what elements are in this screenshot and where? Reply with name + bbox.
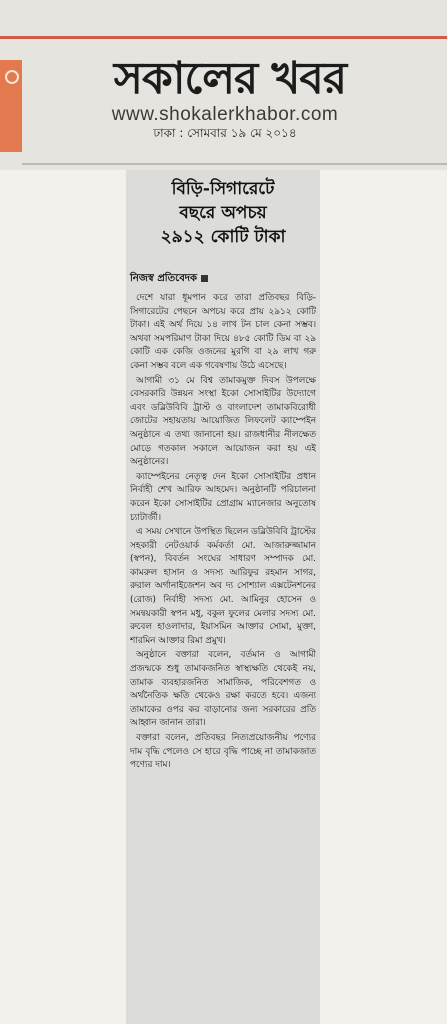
headline-line: বিড়ি-সিগারেটে [171, 179, 275, 199]
masthead-divider [22, 163, 447, 165]
article-paragraph: দেশে যারা ধূমপান করে তারা প্রতিবছর বিড়ি-সিগারেটের পেছনে অপচয় করে প্রায় ২৯১২ কোটি টাকা। এই অর্থ দিয়ে ১৪ লাখ টন চাল কেনা সম্ভব। অথবা সমপরিমাণ টাকা দিয়ে ৪৮৫ কোটি ডিম বা ২৯ কোটি এক কেজি ওজনের মুরগি বা ২৯ লাখ গরু কেনা সম্ভব বলে এক গবেষণায় উঠে এসেছে। [130, 293, 316, 371]
article-paragraph: এ সময় সেখানে উপস্থিত ছিলেন ডব্লিউবিবি ট্রাস্টের সহকারী নেটওয়ার্ক কর্মকর্তা মো. আজারুজ্জামান (স্বপন), বিবর্তন সংঘের সাধারণ সম্পাদক মো. কামরুল হাসান ও সদস্য আরিফুর রহমান সাগর, রুরাল অর্গানাইজেশন অব দ্য সোশ্যাল এক্সটেনশনের (রোজ) নির্বাহী সদস্য মো. আমিনুর হোসেন ও সমন্বয়কারী স্বপন মধু, বকুল ফুলের মেলার সদস্য মো. রুবেল হাওলাদার, ইয়াসমিন আক্তার সোমা, মুক্তা, শারমিন আক্তার রিমা প্রমুখ। [130, 527, 316, 646]
article-body [130, 292, 316, 1022]
article-paragraph: ক্যাম্পেইনের নেতৃত্ব দেন ইকো সোসাইটির প্রধান নির্বাহী শেখ আরিফ আহমেদ। অনুষ্ঠানটি পরিচালনা করেন ইকো সোসাইটির প্রোগ্রাম ম্যানেজার অনুতোষ চ্যাটার্জী। [130, 471, 316, 523]
side-tab-mark [0, 60, 22, 152]
byline-text: নিজস্ব প্রতিবেদক [130, 273, 198, 284]
article-paragraph: অনুষ্ঠানে বক্তারা বলেন, বর্তমান ও আগামী প্রজন্মকে শুধু তামাকজনিত স্বাস্থ্যক্ষতি থেকেই নয়, তামাক ব্যবহারজনিত সামাজিক, পরিবেশগত ও অর্থনৈতিক ক্ষতি থেকেও রক্ষা করতে হবে। এজন্য তামাকের ওপর কর বাড়ানোর জন্য সরকারের প্রতি আহ্বান জানান তারা। [130, 650, 316, 729]
newspaper-logo: সকালের খবর [113, 53, 347, 104]
masthead-red-rule [0, 36, 447, 39]
headline-line: ২৯১২ কোটি টাকা [160, 227, 286, 247]
article-paragraph: বক্তারা বলেন, প্রতিবছর নিত্যপ্রয়োজনীয় পণ্যের দাম বৃদ্ধি পেলেও সে হারে বৃদ্ধি পাচ্ছে না তামাকজাত পণ্যের দাম। [130, 733, 316, 771]
masthead [0, 0, 447, 170]
dateline: ঢাকা : সোমবার ১৯ মে ২০১৪ [153, 126, 297, 140]
byline-square-icon [201, 275, 208, 282]
newspaper-website: www.shokalerkhabor.com [111, 104, 339, 125]
article-paragraph: আগামী ৩১ মে বিশ্ব তামাকমুক্ত দিবস উপলক্ষে বেসরকারি উন্নয়ন সংস্থা ইকো সোসাইটির উদ্যোগে এবং ডব্লিউবিবি ট্রাস্ট ও বাংলাদেশ তামাকবিরোধী জোটের সহায়তায় আয়োজিত লিফলেট ক্যাম্পেইন অনুষ্ঠানে এ তথ্য জানানো হয়। রাজধানীর নীলক্ষেত মোড়ে গতকাল সকালে আয়োজন করা হয় এই অনুষ্ঠানের। [130, 375, 316, 468]
headline-line: বছরে অপচয় [179, 203, 267, 223]
byline [130, 272, 316, 286]
article-headline [128, 177, 318, 249]
